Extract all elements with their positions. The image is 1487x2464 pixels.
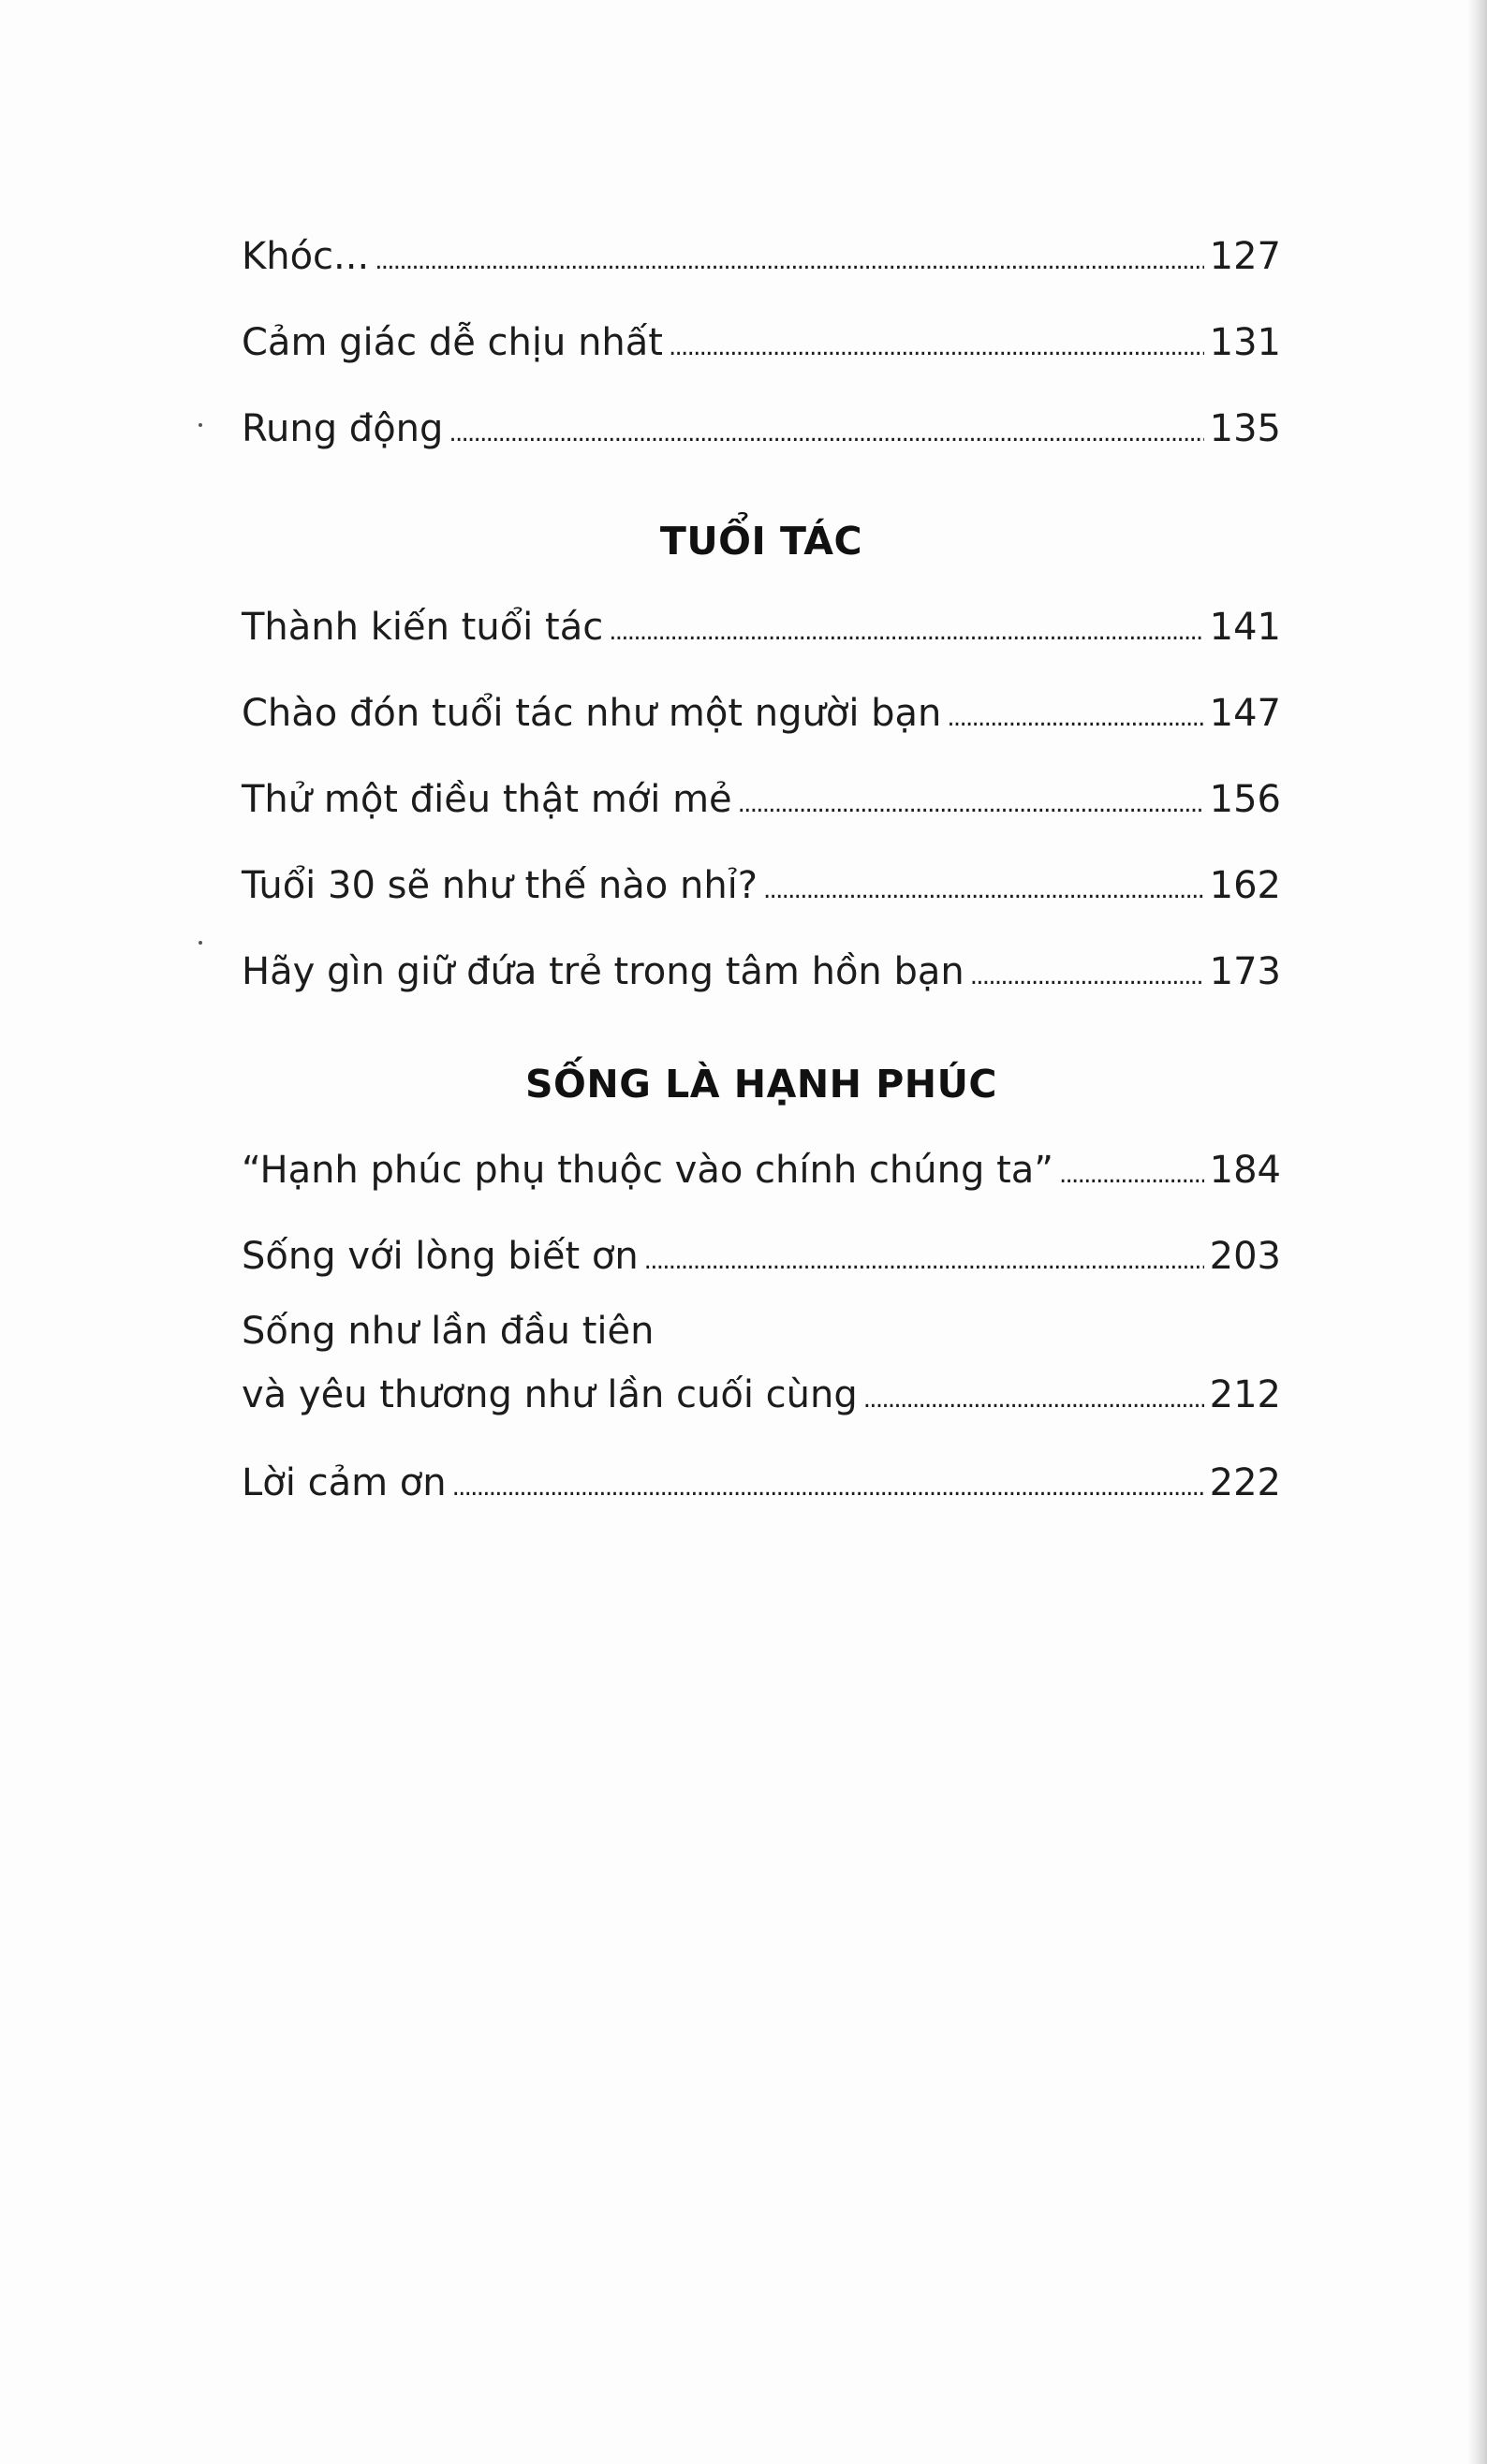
toc-entry-page: 222 (1209, 1461, 1281, 1504)
dot-leader (863, 1363, 1204, 1431)
toc-entry (242, 300, 1281, 386)
toc-entry-page: 162 (1209, 864, 1281, 907)
toc-entry-title-line1: Sống như lần đầu tiên (242, 1310, 655, 1353)
table-of-contents (242, 213, 1281, 1526)
toc-entry-page: 147 (1209, 692, 1281, 735)
dot-leader (644, 1213, 1204, 1304)
toc-entry (242, 1299, 1281, 1440)
toc-entry-title: Tuổi 30 sẽ như thế nào nhỉ? (242, 864, 758, 907)
dot-leader (738, 756, 1204, 847)
toc-entry-title: Thành kiến tuổi tác (242, 606, 604, 649)
toc-entry-title-line2: và yêu thương như lần cuối cùng (242, 1373, 858, 1416)
toc-entry-page: 212 (1209, 1373, 1281, 1416)
toc-entry (242, 1213, 1281, 1299)
toc-entry-title: Hãy gìn giữ đứa trẻ trong tâm hồn bạn (242, 950, 964, 993)
toc-entry-page: 131 (1209, 321, 1281, 364)
toc-entry-page: 184 (1209, 1149, 1281, 1192)
dot-leader (452, 1440, 1204, 1531)
toc-entry (242, 843, 1281, 929)
toc-entry (242, 213, 1281, 300)
toc-entry-line2 (242, 1363, 1281, 1440)
toc-entry-page: 203 (1209, 1235, 1281, 1278)
print-speck (199, 423, 202, 427)
toc-entry (242, 929, 1281, 1015)
toc-entry-page: 141 (1209, 606, 1281, 649)
toc-entry-page: 127 (1209, 235, 1281, 278)
toc-entry-page: 173 (1209, 950, 1281, 993)
toc-entry (242, 386, 1281, 472)
toc-entry-page: 135 (1209, 407, 1281, 450)
section-heading: SỐNG LÀ HẠNH PHÚC (525, 1062, 997, 1107)
dot-leader (449, 386, 1203, 477)
toc-entry-title: Lời cảm ơn (242, 1461, 447, 1504)
print-speck (199, 941, 202, 945)
toc-entry-title: Rung động (242, 407, 444, 450)
dot-leader (1059, 1127, 1204, 1218)
dot-leader (375, 213, 1203, 304)
dot-leader (970, 929, 1204, 1019)
toc-entry-title: Cảm giác dễ chịu nhất (242, 321, 663, 364)
section-heading: TUỔI TÁC (659, 519, 863, 564)
dot-leader (763, 843, 1204, 933)
toc-entry (242, 1440, 1281, 1526)
toc-entry (242, 756, 1281, 843)
toc-entry (242, 1127, 1281, 1213)
toc-entry (242, 670, 1281, 756)
dot-leader (947, 670, 1203, 761)
toc-entry-page: 156 (1209, 778, 1281, 821)
dot-leader (669, 300, 1204, 390)
toc-entry (242, 584, 1281, 670)
toc-entry-title: Thử một điều thật mới mẻ (242, 778, 732, 821)
toc-entry-title: Chào đón tuổi tác như một người bạn (242, 692, 942, 735)
toc-entry-title: “Hạnh phúc phụ thuộc vào chính chúng ta” (242, 1149, 1053, 1192)
toc-entry-title: Khóc... (242, 235, 370, 278)
toc-entry-title: Sống với lòng biết ơn (242, 1235, 639, 1278)
dot-leader (609, 584, 1203, 675)
page-edge-shadow (1466, 0, 1487, 2464)
